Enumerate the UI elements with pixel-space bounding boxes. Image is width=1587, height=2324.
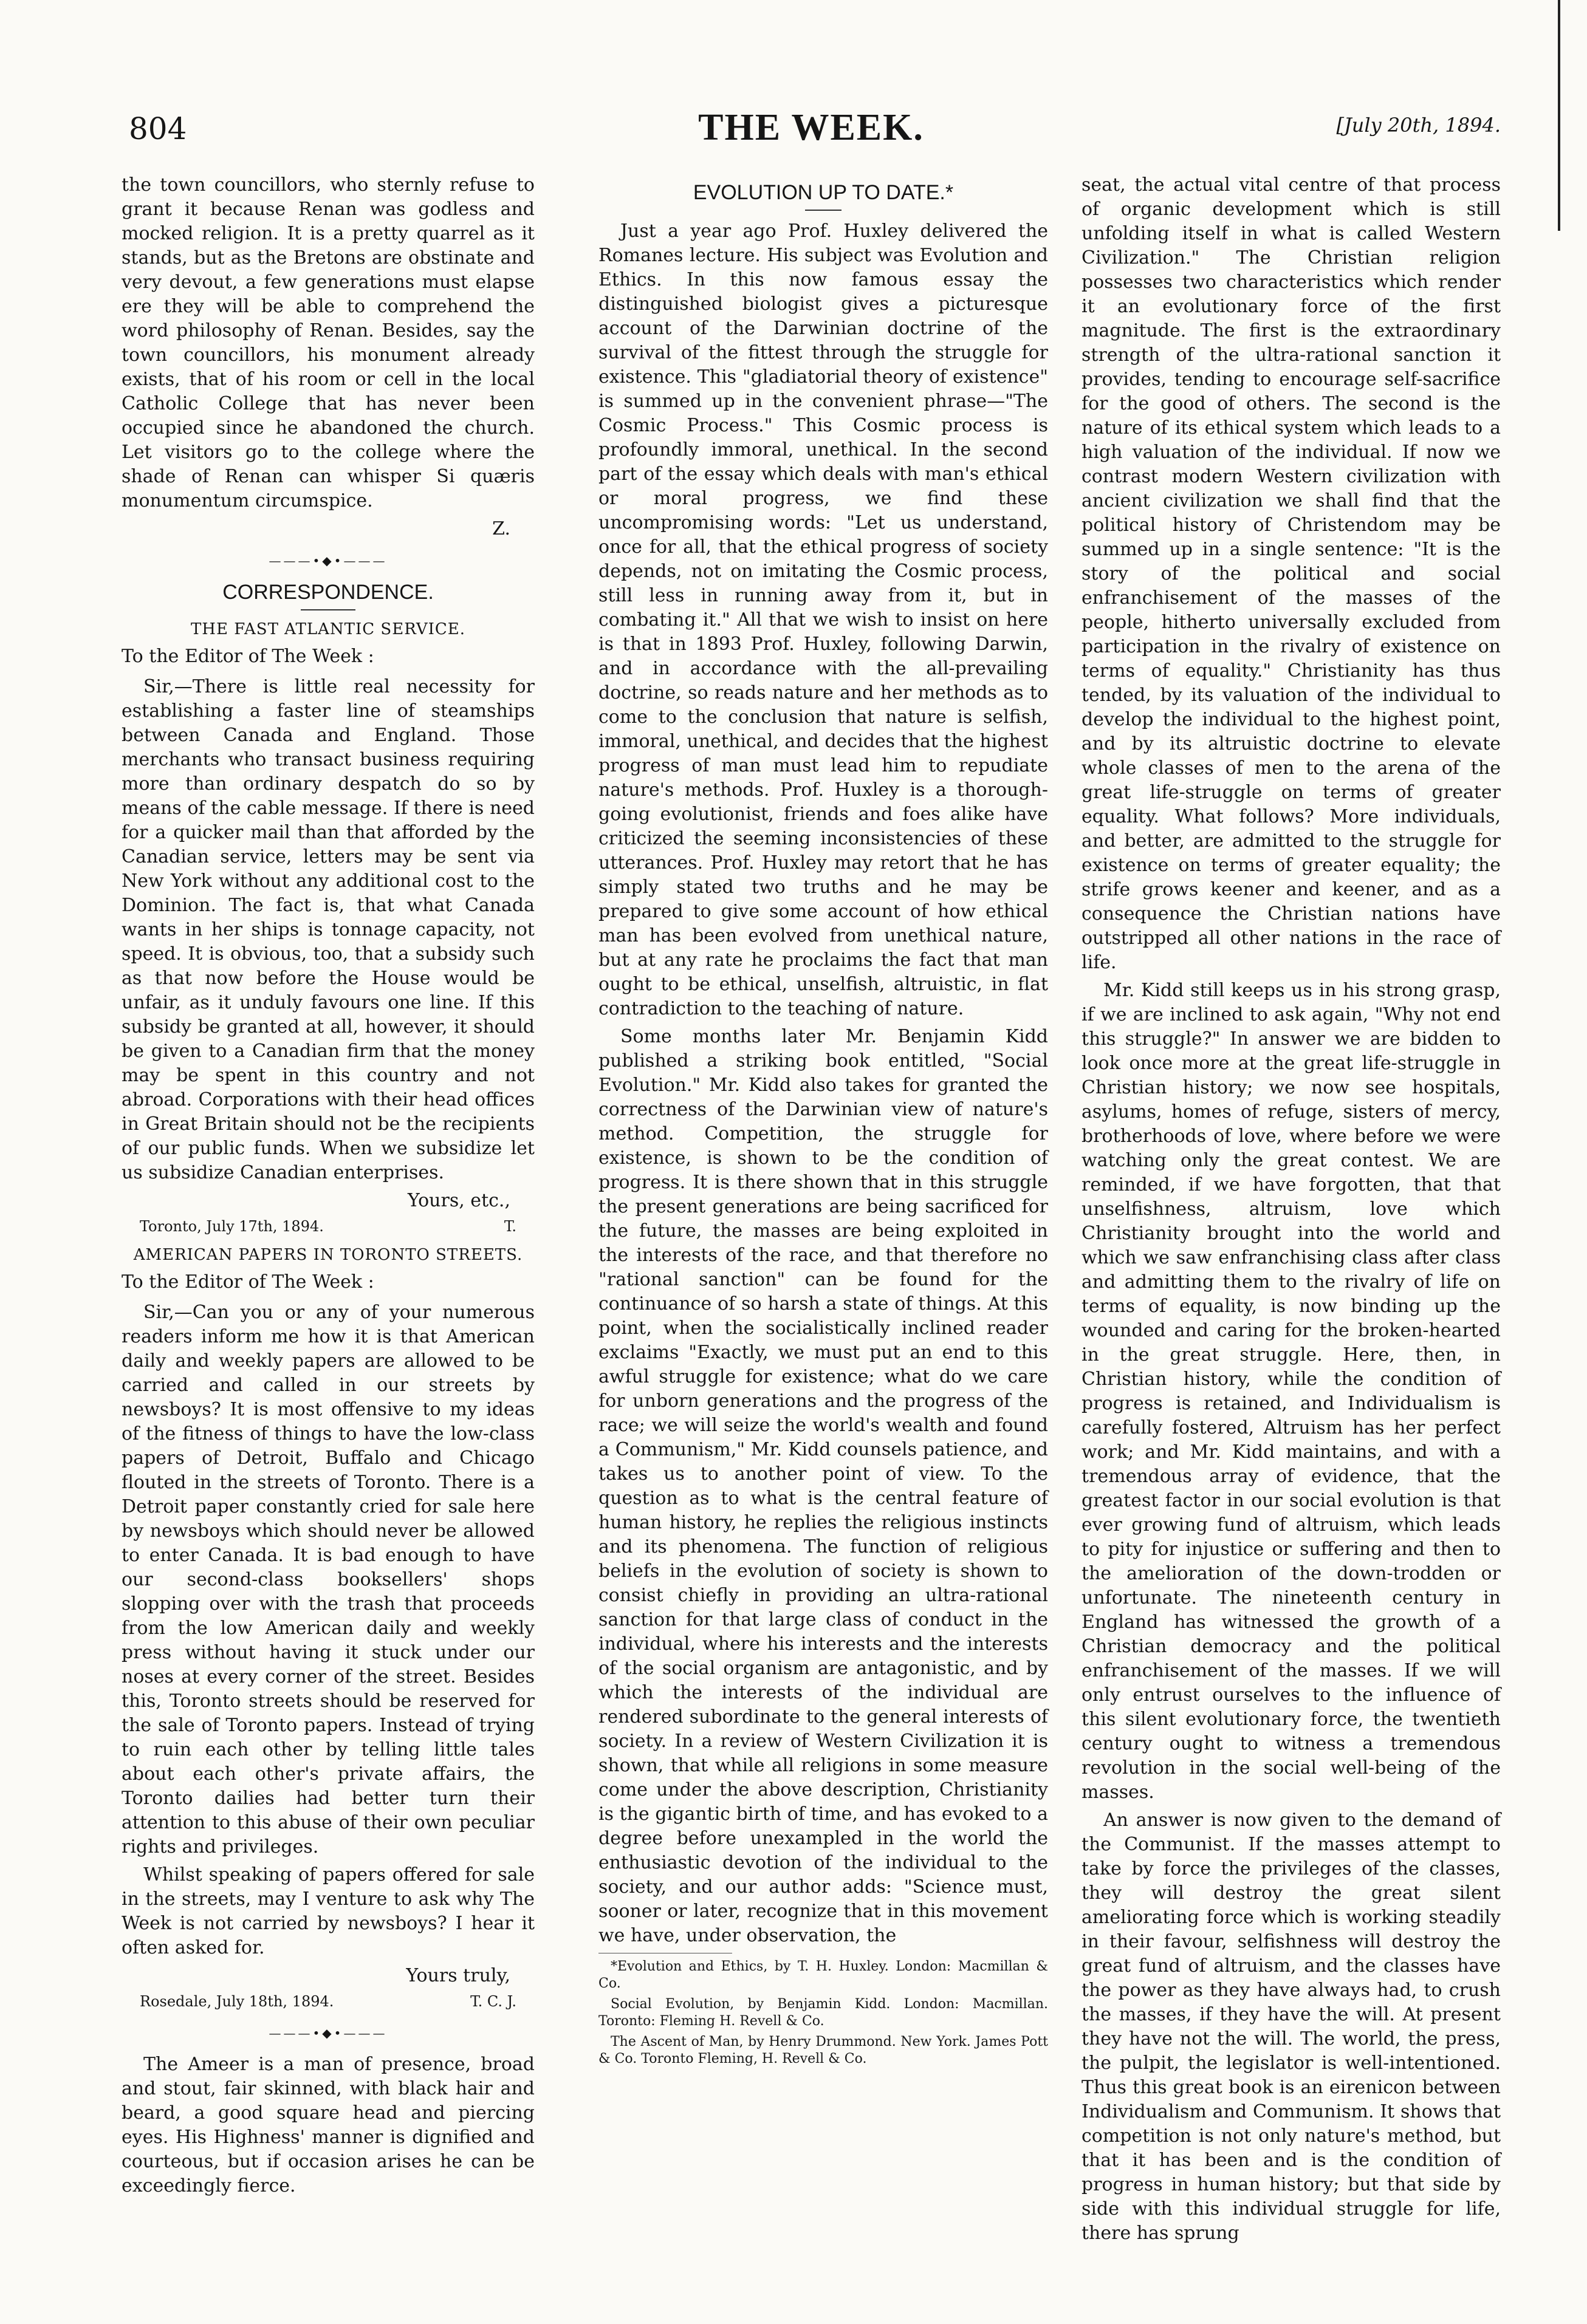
- letter2-salutation: To the Editor of The Week :: [122, 1271, 374, 1293]
- renan-signature: Z.: [492, 518, 510, 539]
- ornament-divider-2: ———•◆•———: [269, 2026, 388, 2040]
- correspondence-heading: CORRESPONDENCE.: [222, 581, 434, 604]
- page-number: 804: [129, 111, 187, 146]
- article-continued-paragraph-2: Mr. Kidd still keeps us in his strong grasp, if we are inclined to ask again, "Why not end this struggle?" In answer we are bidden to look once more at the great life-struggle in Christian history; we now see hospitals, asylums, homes of refuge, sisters of mercy, brotherhoods of love, where before we were watching only the great contest. We are reminded, if we have forgotten, that that unselfishness, altruism, love which Christianity brought into the world and which we saw enfranchising class after class and admitting them to the rivalry of life on terms of equality, is now binding up the wounded and caring for the broken-hearted in the great struggle. Here, then, in Christian history, while the condition of progress is retained, and Individualism is carefully fostered, Altruism has her perfect work; and Mr. Kidd maintains, and with a tremendous array of evidence, that the greatest factor in our social evolution is that ever growing fund of altruism, which leads to pity for injustice or suffering and then to the amelioration of the down-trodden or unfortunate. The nineteenth century in England has witnessed the growth of a Christian democracy and the political enfranchisement of the masses. If we will only entrust ourselves to the influence of this silent evolutionary force, the twentieth century ought to witness a tremendous revolution in the social well-being of the masses.: [1081, 980, 1501, 1803]
- ornament-divider: ———•◆•———: [269, 553, 388, 568]
- article-paragraph-2: Some months later Mr. Benjamin Kidd published a striking book entitled, "Social Evolution." Mr. Kidd also takes for granted the correctness of the Darwinian view of nature's method. Competition, the struggle for existence, is shown to be the condition of progress. It is there shown that in this struggle the present generations are being sacrificed for the future, the masses are being exploited in the interests of the race, and that therefore no "rational sanction" can be found for the continuance of so harsh a state of things. At this point, when the socialistically inclined reader exclaims "Exactly, we must put an end to this awful struggle for existence; what do we care for unborn generations and the progress of the race; we will seize the world's wealth and found a Communism," Mr. Kidd counsels patience, and takes us to another point of view. To the question as to what is the central feature of human history, he replies the religious instincts and its phenomena. The function of religious beliefs in the evolution of society is shown to consist chiefly in providing an ultra-rational sanction for that large class of conduct in the individual, where his interests and the interests of the social organism are antagonistic, and by which the interests of the individual are rendered subordinate to the general interests of society. In a review of Western Civilization it is shown, that while all religions in some measure come under the above description, Christianity is the gigantic birth of time, and has evoked to a degree before unexampled in the world the enthusiastic devotion of the individual to the society, and our author adds: "Science must, sooner or later, recognize that in this movement we have, under observation, the: [598, 1026, 1048, 1946]
- issue-date: [July 20th, 1894.: [1336, 114, 1501, 137]
- column-left: [122, 173, 535, 2202]
- letter2-closing: Yours truly,: [406, 1965, 510, 1986]
- letter2-signoff: [122, 1989, 535, 2014]
- letter1-place-date: Toronto, July 17th, 1894.: [140, 1218, 324, 1235]
- page-edge-mark: [1558, 0, 1560, 231]
- renan-paragraph: the town councillors, who sternly refuse to grant it because Renan was godless and mocked religion. It is a pretty quarrel as it stands, but as the Bretons are obstinate and very devout, a few generations must elapse ere they will be able to comprehend the word philosophy of Renan. Besides, say the town councillors, his monument already exists, that of his room or cell in the local Catholic College that has never been occupied since he abandoned the church. Let visitors go to the college where the shade of Renan can whisper Si quæris monumentum circumspice.: [122, 174, 535, 511]
- column-center: [598, 173, 1048, 2071]
- letter2-body: Sir,—Can you or any of your numerous readers inform me how it is that American daily and weekly papers are allowed to be carried and called in our streets by newsboys? It is most offensive to my ideas of the fitness of things to have the low-class papers of Detroit, Buffalo and Chicago flouted in the streets of Toronto. There is a Detroit paper constantly cried for sale here by newsboys which should never be allowed to enter Canada. It is bad enough to have our second-class booksellers' shops slopping over with the trash that proceeds from the low American daily and weekly press without having it stuck under our noses at every corner of the street. Besides this, Toronto streets should be reserved for the sale of Toronto papers. Instead of trying to ruin each other by telling little tales about each other's private affairs, the Toronto dailies had better turn their attention to this abuse of their own peculiar rights and privileges.: [122, 1302, 535, 1857]
- letter2-initials: T. C. J.: [470, 1993, 516, 2010]
- letter1-initials: T.: [504, 1218, 516, 1235]
- letter1-title: THE FAST ATLANTIC SERVICE.: [190, 620, 466, 638]
- letter1-body: Sir,—There is little real necessity for establishing a faster line of steamships between Canada and England. Those merchants who transact business requiring more than ordinary despatch do so by means of the cable message. If there is need for a quicker mail than that afforded by the Canadian service, letters may be sent via New York without any additional cost to the Dominion. The fact is, that what Canada wants in her ships is tonnage capacity, not speed. It is obvious, too, that a subsidy such as that now before the House would be unfair, as it unduly favours one line. If this subsidy be granted at all, however, it should be given to a Canadian firm that the money may be spent in this country and not abroad. Corporations with their head offices in Great Britain should not be the recipients of our public funds. When we subsidize let us subsidize Canadian enterprises.: [122, 676, 535, 1183]
- letter1-salutation: To the Editor of The Week :: [122, 646, 374, 667]
- letter1-signoff: [122, 1214, 535, 1239]
- footnote-1: *Evolution and Ethics, by T. H. Huxley. London: Macmillan & Co.: [598, 1959, 1048, 1991]
- ameer-paragraph: The Ameer is a man of presence, broad and stout, fair skinned, with black hair and beard, a good square head and piercing eyes. His Highness' manner is dignified and courteous, but if occasion arises he can be exceedingly fierce.: [122, 2054, 535, 2196]
- letter2-title: AMERICAN PAPERS IN TORONTO STREETS.: [133, 1246, 523, 1264]
- footnote-3: The Ascent of Man, by Henry Drummond. New York. James Pott & Co. Toronto Fleming, H. Revell & Co.: [598, 2034, 1048, 2066]
- column-right: [1081, 173, 1501, 2249]
- article-continued-paragraph-1: seat, the actual vital centre of that process of organic development which is still unfolding itself in what is called Western Civilization." The Christian religion possesses two characteristics which render it an evolutionary force of the first magnitude. The first is the extraordinary strength of the ultra-rational sanction it provides, tending to encourage self-sacrifice for the good of others. The second is the nature of its ethical system which leads to a high valuation of the individual. If now we contrast modern Western civilization with ancient civilization we shall find that the political history of Christendom may be summed up in a single sentence: "It is the story of the political and social enfranchisement of the masses of the people, hitherto universally excluded from participation in the rivalry of existence on terms of equality." Christianity has thus tended, by its valuation of the individual to develop the individual to the highest point, and by its altruistic doctrine to elevate whole classes of men to the arena of the great life-struggle on terms of greater equality. What follows? More individuals, and better, are admitted to the struggle for existence on terms of greater equality; the strife grows keener and keener, and as a consequence the Christian nations have outstripped all other nations in the race of life.: [1081, 174, 1501, 973]
- letter2-postscript: Whilst speaking of papers offered for sale in the streets, may I venture to ask why The Week is not carried by newsboys? I hear it often asked for.: [122, 1864, 535, 1958]
- article-paragraph-1: Just a year ago Prof. Huxley delivered the Romanes lecture. His subject was Evolution and Ethics. In this now famous essay the distinguished biologist gives a picturesque account of the Darwinian doctrine of the survival of the fittest through the struggle for existence. This "gladiatorial theory of existence" is summed up in the convenient phrase—"The Cosmic Process." This Cosmic process is profoundly immoral, unethical. In the second part of the essay which deals with man's ethical or moral progress, we find these uncompromising words: "Let us understand, once for all, that the ethical progress of society depends, not on imitating the Cosmic process, still less in running away from it, but in combating it." All that we wish to insist on here is that in 1893 Prof. Huxley, following Darwin, and in accordance with the all-prevailing doctrine, so reads nature and her methods as to come to the conclusion that nature is selfish, immoral, unethical, and decides that the highest progress of man must lead him to repudiate nature's methods. Prof. Huxley is a thorough-going evolutionist, friends and foes alike have criticized the seeming inconsistencies of these utterances. Prof. Huxley may retort that he has simply stated two truths and he may be prepared to give some account of how ethical man has been evolved from unethical nature, but at any rate he proclaims the fact that man ought to be ethical, unselfish, altruistic, in flat contradiction to the teaching of nature.: [598, 220, 1048, 1019]
- title-rule: [805, 210, 841, 211]
- masthead-title: THE WEEK.: [698, 107, 924, 148]
- heading-rule: [301, 609, 355, 610]
- article-title: EVOLUTION UP TO DATE.*: [693, 181, 954, 204]
- article-continued-paragraph-3: An answer is now given to the demand of the Communist. If the masses attempt to take by force the privileges of the classes, they will destroy the great silent ameliorating force which is working steadily in their favour, selfishness will destroy the great fund of altruism, and the classes have the power as they have always had, to crush the masses, if they have the will. At present they have not the will. The world, the press, the pulpit, the legislator is well-intentioned. Thus this great book is an eirenicon between Individualism and Communism. It shows that competition is not only nature's method, but that it has been and is the condition of progress in human history; but that side by side with this individual struggle for life, there has sprung: [1081, 1810, 1501, 2244]
- letter1-closing: Yours, etc.,: [407, 1190, 510, 1211]
- letter2-place-date: Rosedale, July 18th, 1894.: [140, 1993, 334, 2010]
- footnote-2: Social Evolution, by Benjamin Kidd. London: Macmillan. Toronto: Fleming H. Revell & Co.: [598, 1997, 1048, 2029]
- page-header: [122, 106, 1501, 161]
